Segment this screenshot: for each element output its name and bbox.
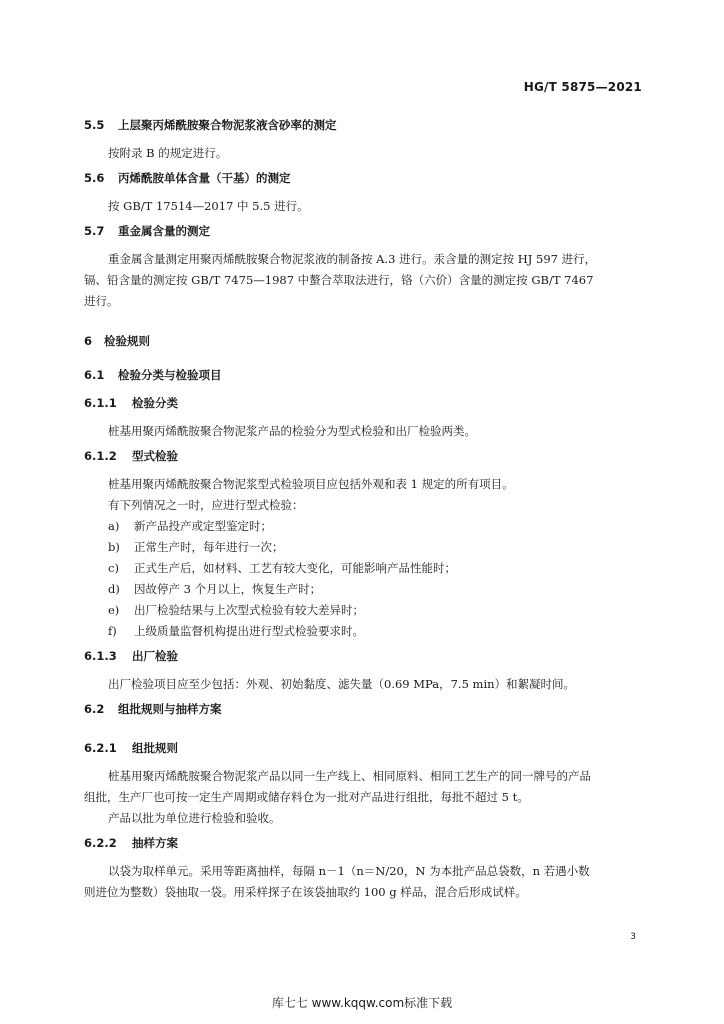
section-title: 检验分类与检验项目 — [118, 368, 222, 382]
section-number: 6.2.2 — [84, 836, 117, 850]
list-item-text: 因故停产 3 个月以上，恢复生产时； — [134, 582, 322, 596]
section-heading-5-5 — [84, 116, 642, 134]
list-item-text: 上级质量监督机构提出进行型式检验要求时。 — [134, 624, 364, 638]
list-marker: c) — [108, 561, 119, 575]
section-title: 出厂检验 — [132, 649, 178, 663]
section-title: 组批规则与抽样方案 — [118, 702, 222, 716]
section-heading-5-6 — [84, 169, 642, 187]
section-heading-6-2-1 — [84, 739, 642, 757]
section-title: 型式检验 — [132, 449, 178, 463]
list-item-text: 正常生产时，每年进行一次； — [134, 540, 284, 554]
section-heading-6-1-2 — [84, 447, 642, 465]
standard-number: HG/T 5875—2021 — [523, 80, 642, 94]
section-title: 丙烯酰胺单体含量（干基）的测定 — [118, 171, 291, 185]
paragraph — [84, 249, 642, 312]
paragraph — [84, 766, 642, 808]
section-number: 6.2.1 — [84, 741, 117, 755]
list-item — [84, 600, 642, 621]
paragraph-line: 进行。 — [84, 294, 119, 308]
list-item — [84, 537, 642, 558]
list-marker: b) — [108, 540, 120, 554]
section-heading-6-2 — [84, 700, 642, 718]
paragraph — [84, 861, 642, 903]
section-heading-6-1 — [84, 366, 642, 384]
section-title: 检验分类 — [132, 396, 178, 410]
paragraph: 按附录 B 的规定进行。 — [108, 146, 228, 160]
section-number: 6.1.3 — [84, 649, 117, 663]
list-item-text: 出厂检验结果与上次型式检验有较大差异时； — [134, 603, 364, 617]
section-number: 6.1 — [84, 368, 105, 382]
page-number: 3 — [630, 932, 636, 942]
list-item — [84, 558, 642, 579]
paragraph-line: 桩基用聚丙烯酰胺聚合物泥浆产品以同一生产线上、相同原料、相同工艺生产的同一牌号的产品 — [108, 769, 591, 783]
paragraph: 桩基用聚丙烯酰胺聚合物泥浆型式检验项目应包括外观和表 1 规定的所有项目。 — [108, 477, 514, 491]
section-title: 检验规则 — [104, 334, 150, 348]
footer-watermark: 库七七 www.kqqw.com标准下载 — [271, 996, 453, 1010]
section-heading-6-1-1 — [84, 394, 642, 412]
section-title: 抽样方案 — [132, 836, 178, 850]
section-title: 上层聚丙烯酰胺聚合物泥浆液含砂率的测定 — [118, 118, 337, 132]
document-body — [84, 114, 642, 903]
section-heading-5-7 — [84, 222, 642, 240]
paragraph: 出厂检验项目应至少包括：外观、初始黏度、滤失量（0.69 MPa，7.5 min）和絮凝时间。 — [108, 677, 576, 691]
paragraph-line: 以袋为取样单元。采用等距离抽样，每隔 n－1（n＝N/20，N 为本批产品总袋数，n 若遇小数 — [108, 864, 590, 878]
list-item-text: 正式生产后，如材料、工艺有较大变化，可能影响产品性能时； — [134, 561, 456, 575]
paragraph: 按 GB/T 17514—2017 中 5.5 进行。 — [108, 199, 309, 213]
conditions-list — [84, 516, 642, 642]
list-marker: a) — [108, 519, 120, 533]
paragraph-line: 组批，生产厂也可按一定生产周期或储存料仓为一批对产品进行组批，每批不超过 5 t。 — [84, 790, 529, 804]
section-number: 5.6 — [84, 171, 105, 185]
list-item — [84, 579, 642, 600]
list-item — [84, 516, 642, 537]
section-number: 5.7 — [84, 224, 105, 238]
paragraph: 桩基用聚丙烯酰胺聚合物泥浆产品的检验分为型式检验和出厂检验两类。 — [108, 424, 476, 438]
section-heading-6-2-2 — [84, 834, 642, 852]
section-number: 6.1.2 — [84, 449, 117, 463]
list-marker: f) — [108, 624, 117, 638]
section-number: 6.2 — [84, 702, 105, 716]
paragraph-line: 则进位为整数）袋抽取一袋。用采样探子在该袋抽取约 100 g 样品，混合后形成试样。 — [84, 885, 527, 899]
section-number: 6.1.1 — [84, 396, 117, 410]
paragraph: 产品以批为单位进行检验和验收。 — [108, 811, 281, 825]
paragraph-line: 重金属含量测定用聚丙烯酰胺聚合物泥浆液的制备按 A.3 进行。汞含量的测定按 HJ 597 进行， — [108, 252, 597, 266]
list-marker: e) — [108, 603, 120, 617]
section-number: 5.5 — [84, 118, 105, 132]
list-item — [84, 621, 642, 642]
paragraph-line: 镉、铅含量的测定按 GB/T 7475—1987 中螯合萃取法进行，铬（六价）含量的测定按 GB/T 7467 — [84, 273, 594, 287]
section-number: 6 — [84, 334, 93, 348]
paragraph: 有下列情况之一时，应进行型式检验： — [108, 498, 304, 512]
section-heading-6-1-3 — [84, 647, 642, 665]
section-title: 重金属含量的测定 — [118, 224, 210, 238]
section-title: 组批规则 — [132, 741, 178, 755]
list-marker: d) — [108, 582, 120, 596]
list-item-text: 新产品投产或定型鉴定时； — [134, 519, 272, 533]
section-heading-6 — [84, 332, 642, 350]
